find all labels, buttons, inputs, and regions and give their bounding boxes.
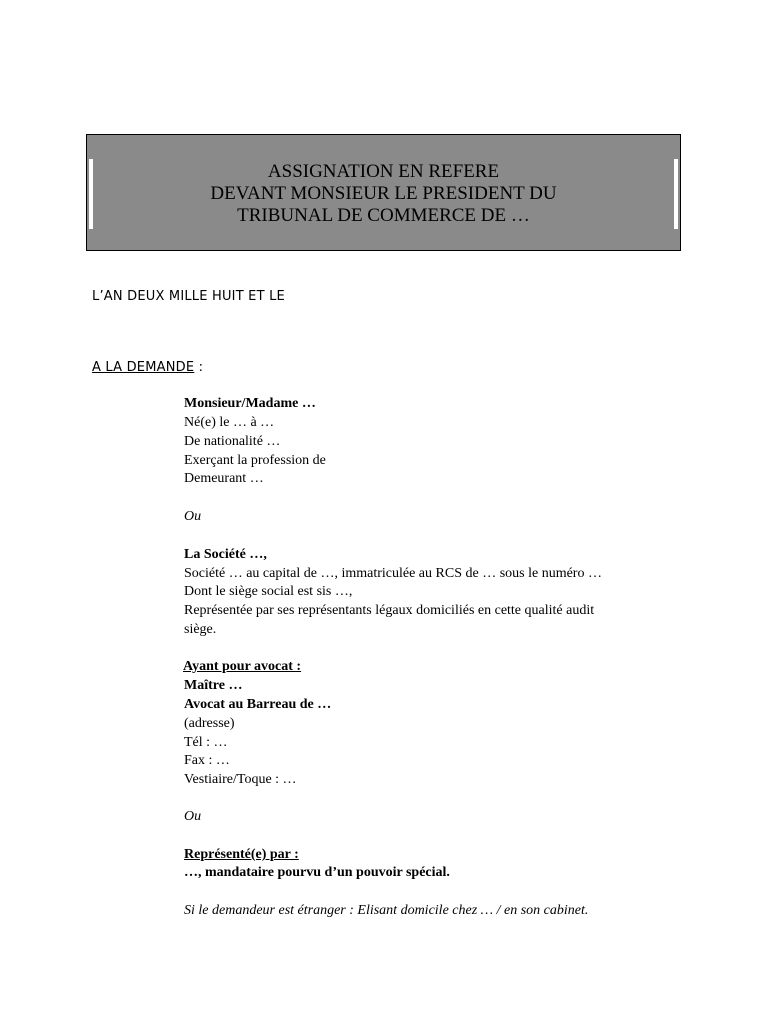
lawyer-heading: Ayant pour avocat : bbox=[183, 659, 302, 674]
person-name: Monsieur/Madame … bbox=[184, 396, 316, 411]
foreign-note: Si le demandeur est étranger : Elisant domicile chez … / en son cabinet. bbox=[184, 903, 589, 918]
person-residence: Demeurant … bbox=[184, 471, 264, 486]
title-line-1: ASSIGNATION EN REFERE bbox=[267, 161, 500, 182]
company-representation-1: Représentée par ses représentants légaux domiciliés en cette qualité audit bbox=[184, 603, 595, 618]
document-title bbox=[87, 161, 680, 227]
person-profession: Exerçant la profession de bbox=[184, 453, 326, 468]
title-line-3: TRIBUNAL DE COMMERCE DE … bbox=[237, 205, 530, 226]
lawyer-address: (adresse) bbox=[184, 716, 235, 731]
lawyer-tel: Tél : … bbox=[184, 735, 228, 750]
company-details: Société … au capital de …, immatriculée au RCS de … sous le numéro … bbox=[184, 566, 602, 581]
representative-heading: Représenté(e) par : bbox=[184, 847, 299, 862]
person-nationality: De nationalité … bbox=[184, 434, 281, 449]
title-box bbox=[86, 134, 681, 251]
year-line: L’AN DEUX MILLE HUIT ET LE bbox=[92, 289, 285, 304]
lawyer-vestiaire: Vestiaire/Toque : … bbox=[184, 772, 297, 787]
demande-heading-line bbox=[92, 359, 203, 377]
lawyer-bar: Avocat au Barreau de … bbox=[184, 697, 332, 712]
company-representation-2: siège. bbox=[184, 622, 217, 637]
title-line-2: DEVANT MONSIEUR LE PRESIDENT DU bbox=[210, 183, 557, 204]
representative-detail: …, mandataire pourvu d’un pouvoir spécial. bbox=[184, 865, 450, 880]
lawyer-name: Maître … bbox=[184, 678, 243, 693]
company-name: La Société …, bbox=[184, 547, 267, 562]
lawyer-fax: Fax : … bbox=[184, 753, 230, 768]
company-seat: Dont le siège social est sis …, bbox=[184, 584, 353, 599]
or-separator-2: Ou bbox=[184, 809, 202, 824]
or-separator-1: Ou bbox=[184, 509, 202, 524]
demande-heading: A LA DEMANDE bbox=[92, 360, 195, 375]
demande-colon: : bbox=[194, 360, 204, 375]
person-birth: Né(e) le … à … bbox=[184, 415, 275, 430]
